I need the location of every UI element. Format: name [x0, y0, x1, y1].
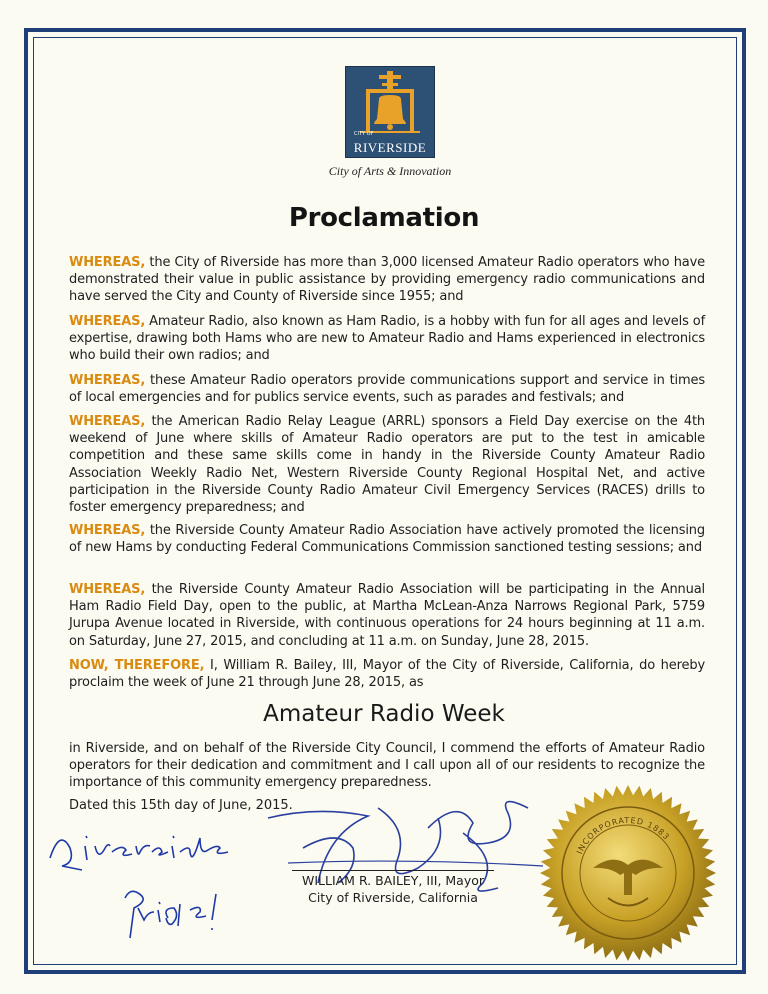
gold-seal — [538, 783, 718, 963]
paragraph-text: the Riverside County Amateur Radio Association will be participating in the Annual Ham Radio Field Day, open to the public, at Martha McLean-Anza Narrows Regional Park, 5759 Jurupa Avenue located in Riverside, with continuous operations for 24 hours beginning at 11 a.m. on Saturday, June 27, 2015, and concluding at 11 a.m. on Sunday, June 28, 2015. — [69, 582, 705, 649]
city-tagline: City of Arts & Innovation — [328, 164, 452, 178]
signature-line — [292, 870, 494, 871]
paragraph-text: these Amateur Radio operators provide communications support and service in times of local emergencies and for publics service events, such as parades and festivals; and — [69, 373, 705, 406]
signer-org: City of Riverside, California — [308, 890, 478, 905]
city-logo — [345, 66, 435, 158]
paragraph-text: the Riverside County Amateur Radio Association have actively promoted the licensing of new Hams by conducting Federal Communications Commission sanctioned testing sessions; and — [69, 523, 705, 556]
logo-name: RIVERSIDE — [353, 140, 427, 155]
seal-text: INCORPORATED 1883 — [575, 815, 672, 856]
signer-block — [292, 872, 494, 906]
paragraph-keyword: NOW, THEREFORE, — [69, 658, 205, 673]
signer-name: WILLIAM R. BAILEY, III, Mayor — [301, 873, 485, 888]
paragraph-text: I, William R. Bailey, III, Mayor of the City of Riverside, California, do hereby proclaim the week of June 21 through June 28, 2015, as — [69, 658, 705, 691]
paragraph-3 — [69, 372, 705, 406]
paragraph-now-therefore — [69, 657, 705, 691]
paragraph-keyword: WHEREAS, — [69, 523, 146, 538]
paragraph-text: Amateur Radio, also known as Ham Radio, is a hobby with fun for all ages and levels of expertise, drawing both Hams who are new to Amateur Radio and Hams experienced in electronics who build their own radios; and — [69, 314, 705, 364]
paragraph-5 — [69, 522, 705, 556]
closing-paragraph: in Riverside, and on behalf of the Riverside City Council, I commend the efforts of Amateur Radio operators for their dedication and commitment and I call upon all of our residents to recognize the importance of this community emergency preparedness. — [69, 741, 705, 791]
paragraph-keyword: WHEREAS, — [69, 373, 146, 388]
logo-small-text: CITY OF — [354, 131, 374, 137]
paragraph-keyword: WHEREAS, — [69, 582, 146, 597]
paragraph-text: the American Radio Relay League (ARRL) sponsors a Field Day exercise on the 4th weekend of June where skills of Amateur Radio operators are put to the test in amicable competition and these same skills come in handy in the Riverside County Amateur Radio Association Weekly Radio Net, Western Riverside County Regional Hospital Net, and active participation in the Riverside County Radio Amateur Civil Emergency Services (RACES) drills to foster emergency preparedness; and — [69, 414, 705, 516]
paragraph-keyword: WHEREAS, — [69, 255, 146, 270]
paragraph-keyword: WHEREAS, — [69, 314, 146, 329]
week-title: Amateur Radio Week — [263, 701, 505, 727]
paragraph-2 — [69, 313, 705, 365]
paragraph-6 — [69, 581, 705, 650]
paragraph-text: the City of Riverside has more than 3,000 licensed Amateur Radio operators who have demonstrated their value in public assistance by providing emergency radio communications and have served the City and County of Riverside since 1955; and — [69, 255, 705, 305]
paragraph-1 — [69, 254, 705, 306]
paragraph-keyword: WHEREAS, — [69, 414, 146, 429]
handwritten-note — [40, 808, 280, 968]
dated-line: Dated this 15th day of June, 2015. — [69, 798, 293, 813]
paragraph-4 — [69, 413, 705, 516]
page-title: Proclamation — [288, 203, 480, 233]
